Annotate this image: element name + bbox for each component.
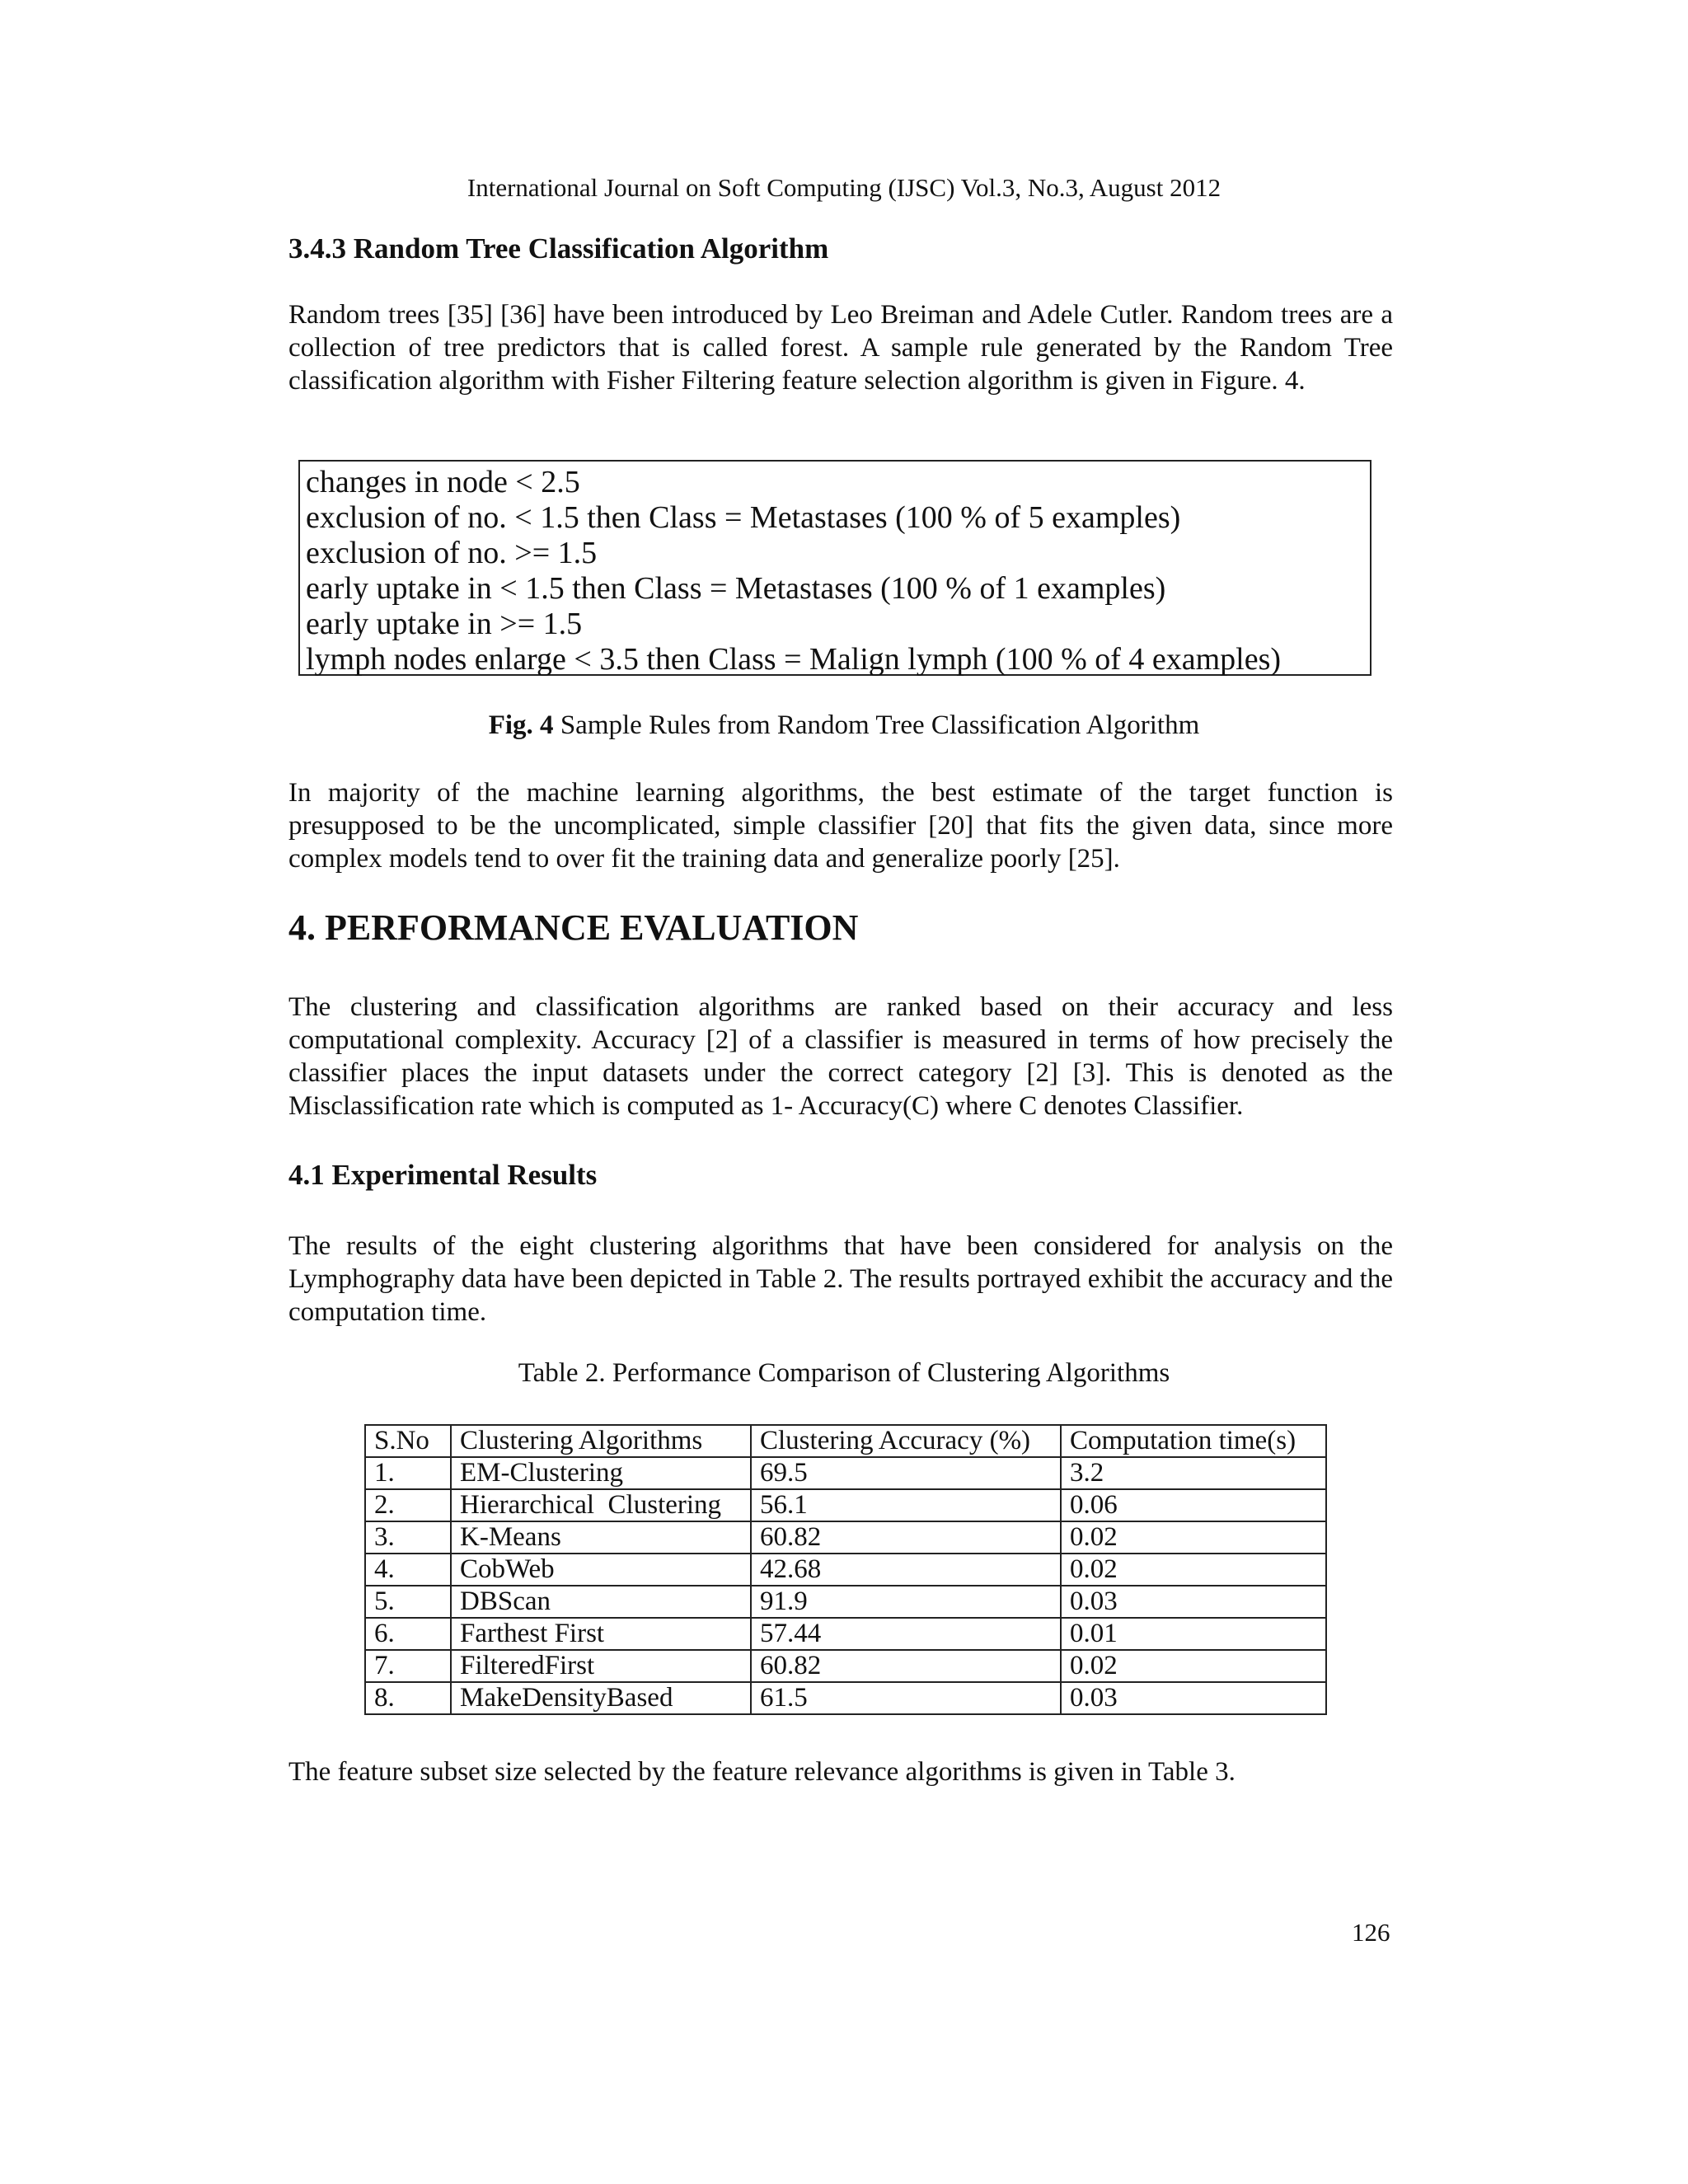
rule-line: lymph nodes enlarge < 3.5 then Class = Malign lymph (100 % of 4 examples) (306, 642, 1282, 677)
cell-accuracy: 60.82 (751, 1521, 1061, 1554)
table-row (365, 1489, 1326, 1521)
table-header-row (365, 1425, 1326, 1457)
section-heading-3-4-3: 3.4.3 Random Tree Classification Algorithm (288, 232, 829, 265)
cell-sno: 1. (365, 1457, 451, 1489)
cell-algorithm: K-Means (451, 1521, 751, 1554)
cell-time: 0.03 (1061, 1682, 1326, 1714)
cell-algorithm: CobWeb (451, 1554, 751, 1586)
figure-4-caption-text: Sample Rules from Random Tree Classification Algorithm (553, 710, 1200, 740)
cell-time: 3.2 (1061, 1457, 1326, 1489)
experimental-results-paragraph: The results of the eight clustering algorithms that have been considered for analysis on the Lymphography data have been depicted in Table 2. The results portrayed exhibit the accuracy and the computation time. (288, 1231, 1393, 1327)
header-computation-time: Computation time(s) (1061, 1425, 1326, 1457)
cell-accuracy: 91.9 (751, 1586, 1061, 1618)
table-row (365, 1586, 1326, 1618)
rule-line: early uptake in >= 1.5 (306, 607, 583, 641)
table-row (365, 1650, 1326, 1682)
rule-line: exclusion of no. < 1.5 then Class = Metastases (100 % of 5 examples) (306, 500, 1181, 535)
header-clustering-accuracy: Clustering Accuracy (%) (751, 1425, 1061, 1457)
closing-paragraph: The feature subset size selected by the feature relevance algorithms is given in Table 3. (288, 1757, 1236, 1787)
random-tree-paragraph: Random trees [35] [36] have been introduced by Leo Breiman and Adele Cutler. Random trees are a collection of tree predictors that is called forest. A sample rule generated by the Random Tree classification algorithm with Fisher Filtering feature selection algorithm is given in Figure. 4. (288, 300, 1393, 396)
performance-paragraph: The clustering and classification algorithms are ranked based on their accuracy and less computational complexity. Accuracy [2] of a classifier is measured in terms of how precisely the classifier places the input datasets under the correct category [2] [3]. This is denoted as the Misclassification rate which is computed as 1- Accuracy(C) where C denotes Classifier. (288, 992, 1393, 1121)
cell-sno: 4. (365, 1554, 451, 1586)
cell-sno: 6. (365, 1618, 451, 1650)
cell-time: 0.02 (1061, 1521, 1326, 1554)
cell-time: 0.06 (1061, 1489, 1326, 1521)
section-heading-4: 4. PERFORMANCE EVALUATION (288, 907, 859, 948)
cell-algorithm: MakeDensityBased (451, 1682, 751, 1714)
machine-learning-paragraph: In majority of the machine learning algorithms, the best estimate of the target function is presupposed to be the uncomplicated, simple classifier [20] that fits the given data, since more complex models tend to over fit the training data and generalize poorly [25]. (288, 778, 1393, 874)
cell-sno: 7. (365, 1650, 451, 1682)
cell-accuracy: 57.44 (751, 1618, 1061, 1650)
running-header: International Journal on Soft Computing (IJSC) Vol.3, No.3, August 2012 (467, 173, 1221, 202)
table-row (365, 1457, 1326, 1489)
header-sno: S.No (365, 1425, 451, 1457)
cell-accuracy: 56.1 (751, 1489, 1061, 1521)
cell-algorithm: Farthest First (451, 1618, 751, 1650)
cell-algorithm: Hierarchical Clustering (451, 1489, 751, 1521)
cell-accuracy: 69.5 (751, 1457, 1061, 1489)
cell-algorithm: EM-Clustering (451, 1457, 751, 1489)
rule-line: changes in node < 2.5 (306, 465, 580, 499)
figure-4-rules-box (298, 460, 1372, 676)
cell-algorithm: DBScan (451, 1586, 751, 1618)
cell-sno: 8. (365, 1682, 451, 1714)
table-row (365, 1682, 1326, 1714)
cell-time: 0.01 (1061, 1618, 1326, 1650)
table-row (365, 1618, 1326, 1650)
figure-4-caption (0, 710, 1688, 741)
figure-4-caption-label: Fig. 4 (488, 710, 554, 740)
cell-algorithm: FilteredFirst (451, 1650, 751, 1682)
cell-accuracy: 60.82 (751, 1650, 1061, 1682)
cell-sno: 2. (365, 1489, 451, 1521)
cell-sno: 5. (365, 1586, 451, 1618)
cell-sno: 3. (365, 1521, 451, 1554)
rule-line: exclusion of no. >= 1.5 (306, 536, 598, 570)
section-heading-4-1: 4.1 Experimental Results (288, 1159, 598, 1191)
table-2 (364, 1424, 1327, 1715)
cell-accuracy: 61.5 (751, 1682, 1061, 1714)
header-clustering-algorithms: Clustering Algorithms (451, 1425, 751, 1457)
cell-time: 0.02 (1061, 1554, 1326, 1586)
table-row (365, 1554, 1326, 1586)
table-2-caption: Table 2. Performance Comparison of Clustering Algorithms (518, 1358, 1170, 1388)
cell-time: 0.03 (1061, 1586, 1326, 1618)
cell-accuracy: 42.68 (751, 1554, 1061, 1586)
page-number: 126 (1352, 1918, 1390, 1947)
rule-line: early uptake in < 1.5 then Class = Metastases (100 % of 1 examples) (306, 571, 1166, 606)
table-row (365, 1521, 1326, 1554)
cell-time: 0.02 (1061, 1650, 1326, 1682)
